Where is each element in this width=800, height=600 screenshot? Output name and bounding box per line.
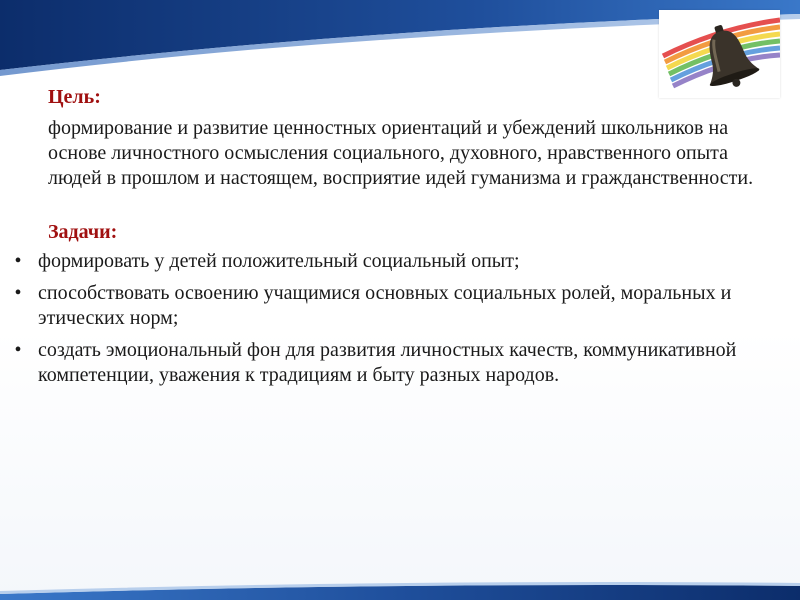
- list-item: [8, 338, 768, 388]
- content-area: [14, 84, 768, 395]
- bullet: •: [14, 282, 22, 304]
- bottom-wave-band: [0, 560, 800, 600]
- tasks-heading: Задачи:: [48, 221, 118, 243]
- bullet: •: [14, 250, 22, 272]
- task-text: создать эмоциональный фон для развития личностных качеств, коммуникативной компетенции, уважения к традициям и быту разных народов.: [38, 339, 737, 386]
- goal-heading: Цель:: [48, 86, 101, 108]
- goal-text: формирование и развитие ценностных ориентаций и убеждений школьников на основе личностного осмысления социального, духовного, нравственного опыта людей в прошлом и настоящем, восприятие идей гуманизма и гражданственности.: [48, 117, 754, 189]
- task-text: формировать у детей положительный социальный опыт;: [38, 250, 520, 272]
- bullet: •: [14, 339, 22, 361]
- list-item: [8, 249, 768, 274]
- list-item: [8, 281, 768, 331]
- tasks-list: [8, 249, 768, 388]
- task-text: способствовать освоению учащимися основных социальных ролей, моральных и этических норм;: [38, 282, 732, 329]
